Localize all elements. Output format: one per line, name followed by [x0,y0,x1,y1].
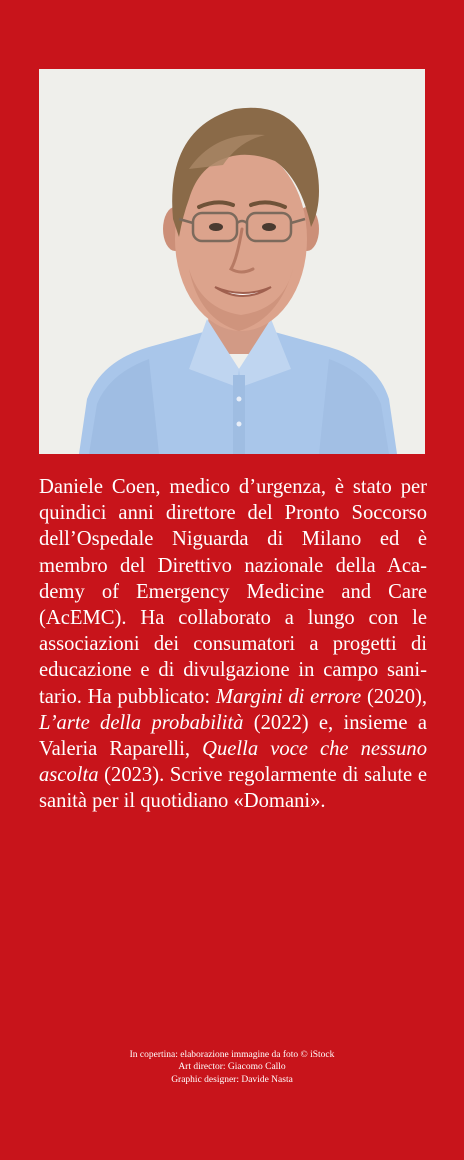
book-title-margini-di-errore: Margini di errore [215,685,362,708]
graphic-designer-credit: Graphic designer: Davide Nasta [171,1074,293,1085]
cover-photo-credit: In copertina: elaborazione immagine da foto © iStock [129,1050,335,1060]
author-portrait-photo [39,69,425,454]
book-title-arte-della-probabilita: L’arte della probabilità [39,711,244,734]
bio-text-part4: (2023). Scrive regolarmente di salute e sanità per il quotidiano «Domani». [39,764,427,813]
art-director-credit: Art director: Giacomo Callo [178,1062,286,1073]
bio-text-part2: (2020), [361,685,427,708]
cover-credits [0,1049,464,1086]
portrait-illustration [39,69,425,454]
bio-text-part3: (2022) e, insieme a Valeria Raparelli, [39,711,427,761]
book-title-quella-voce: Quella voce che nessuno ascolta [39,738,427,787]
bio-text-part1: Daniele Coen, medico d’urgenza, è stato per quindici anni direttore del Pronto Soccorso dell’Ospedale Niguarda di Milano ed è membro del Direttivo nazionale della Academy of Emergency Medicine and Care (AcEMC). Ha collaborato a lungo con le associazioni dei consumatori a progetti di educazione e di divulgazione in campo sanitario. Ha pubblicato: [39,476,427,708]
author-biography [39,474,427,815]
